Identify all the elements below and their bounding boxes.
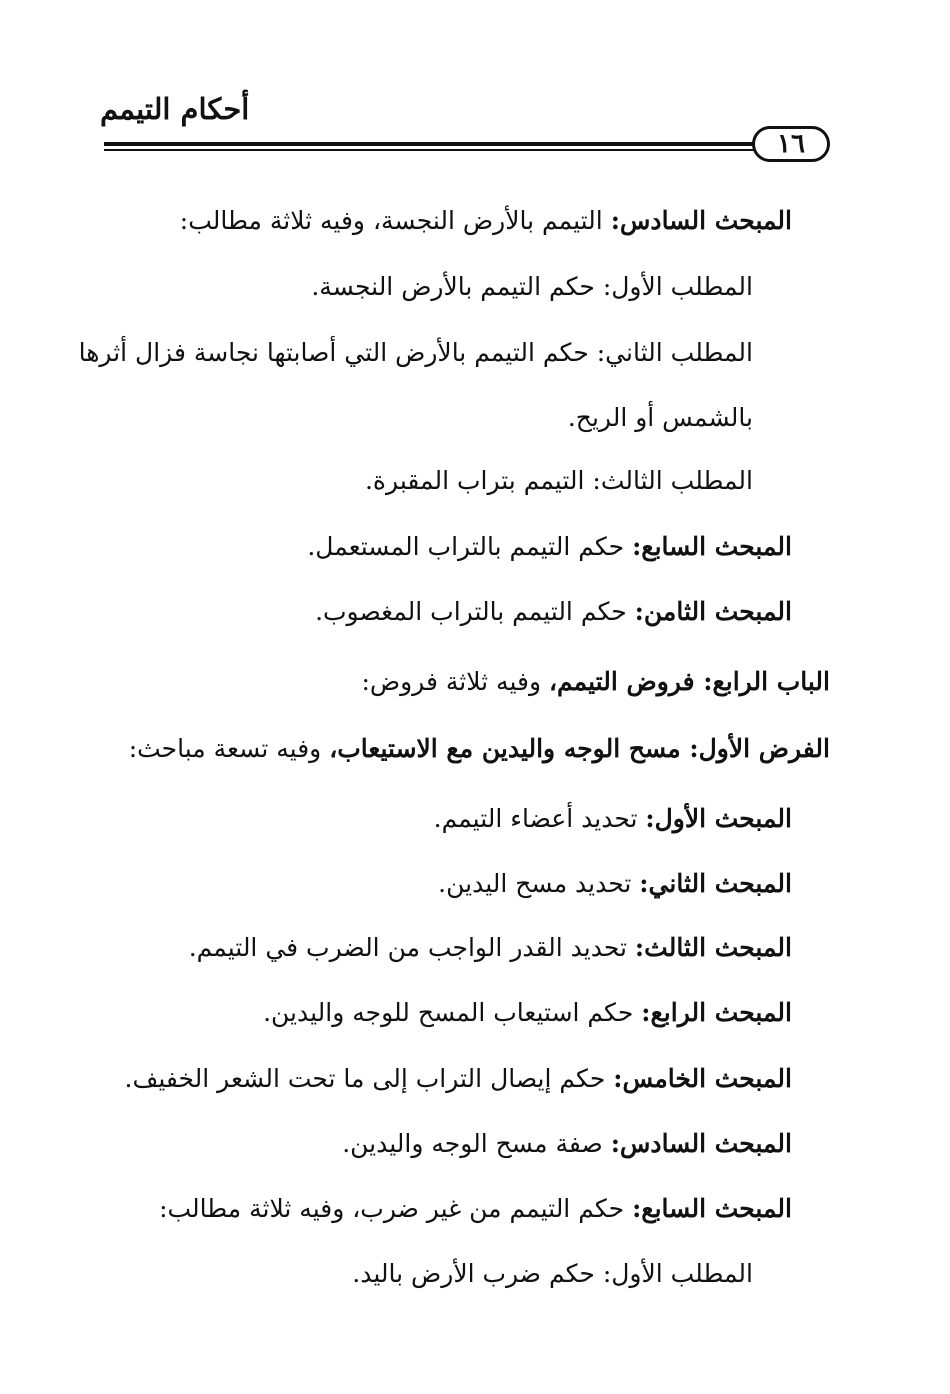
toc-line-label: المطلب الأول: [602, 1259, 753, 1288]
toc-line-text: حكم إيصال التراب إلى ما تحت الشعر الخفيف. [124, 1064, 614, 1093]
toc-line-matlab-2-continued [568, 400, 753, 436]
toc-line-text: صفة مسح الوجه واليدين. [342, 1129, 611, 1158]
toc-line-label: المبحث السادس: [610, 1129, 792, 1158]
toc-line-label: المبحث الثاني: [639, 869, 792, 898]
toc-line-text: التيمم بتراب المقبرة. [364, 466, 593, 495]
toc-line-bab-4 [361, 664, 830, 700]
toc-line-text: حكم ضرب الأرض باليد. [352, 1259, 603, 1288]
toc-line-mabhath-6 [180, 203, 792, 239]
header-rule-thin [104, 149, 754, 151]
toc-line-text: حكم التيمم من غير ضرب، وفيه ثلاثة مطالب: [159, 1194, 633, 1223]
toc-line-label: المطلب الثالث: [592, 466, 753, 495]
toc-line-text: وفيه ثلاثة فروض: [361, 667, 549, 696]
toc-line-label: المطلب الأول: [602, 272, 753, 301]
toc-line-text: حكم التيمم بالأرض التي أصابتها نجاسة فزال أثرها [78, 338, 597, 367]
toc-line-matlab-1b [352, 1256, 753, 1292]
toc-line-mabhath-3 [189, 930, 792, 966]
toc-line-label: المبحث السادس: [610, 206, 792, 235]
toc-line-mabhath-2 [438, 866, 792, 902]
running-title: أحكام التيمم [100, 92, 250, 126]
toc-line-text: حكم التيمم بالتراب المغصوب. [315, 597, 635, 626]
toc-line-label: المبحث الثالث: [634, 933, 792, 962]
toc-line-mabhath-1 [434, 801, 792, 837]
toc-line-mabhath-7 [307, 529, 792, 565]
toc-line-matlab-2 [78, 335, 753, 371]
toc-line-label: المبحث الثامن: [634, 597, 792, 626]
toc-line-text: حكم التيمم بالأرض النجسة. [311, 272, 603, 301]
toc-line-text: التيمم بالأرض النجسة، وفيه ثلاثة مطالب: [179, 206, 611, 235]
toc-line-mabhath-8 [315, 594, 792, 630]
toc-line-text: وفيه تسعة مباحث: [128, 734, 330, 763]
toc-line-label: الباب الرابع: فروض التيمم، [548, 667, 830, 696]
toc-line-text: حكم التيمم بالتراب المستعمل. [307, 532, 633, 561]
toc-line-text: تحديد مسح اليدين. [438, 869, 640, 898]
toc-line-fard-1 [129, 731, 830, 767]
toc-line-text: تحديد القدر الواجب من الضرب في التيمم. [188, 933, 635, 962]
header-rule-thick [104, 142, 754, 146]
toc-line-label: المبحث السابع: [632, 532, 792, 561]
toc-line-mabhath-5 [125, 1061, 792, 1097]
toc-line-matlab-3 [365, 463, 753, 499]
toc-line-label: المطلب الثاني: [596, 338, 753, 367]
toc-line-label: المبحث الخامس: [613, 1064, 792, 1093]
toc-line-text: بالشمس أو الريح. [567, 403, 753, 432]
toc-line-matlab-1 [311, 269, 753, 305]
toc-line-label: المبحث الأول: [645, 804, 792, 833]
toc-line-mabhath-7b [159, 1191, 792, 1227]
page-number: ١٦ [752, 126, 830, 162]
toc-line-mabhath-6b [342, 1126, 792, 1162]
toc-line-text: تحديد أعضاء التيمم. [433, 804, 646, 833]
toc-line-mabhath-4 [263, 995, 792, 1031]
toc-line-text: حكم استيعاب المسح للوجه واليدين. [263, 998, 642, 1027]
toc-line-label: المبحث الرابع: [641, 998, 792, 1027]
toc-line-label: الفرض الأول: مسح الوجه واليدين مع الاستيعاب، [329, 734, 830, 763]
toc-line-label: المبحث السابع: [632, 1194, 792, 1223]
